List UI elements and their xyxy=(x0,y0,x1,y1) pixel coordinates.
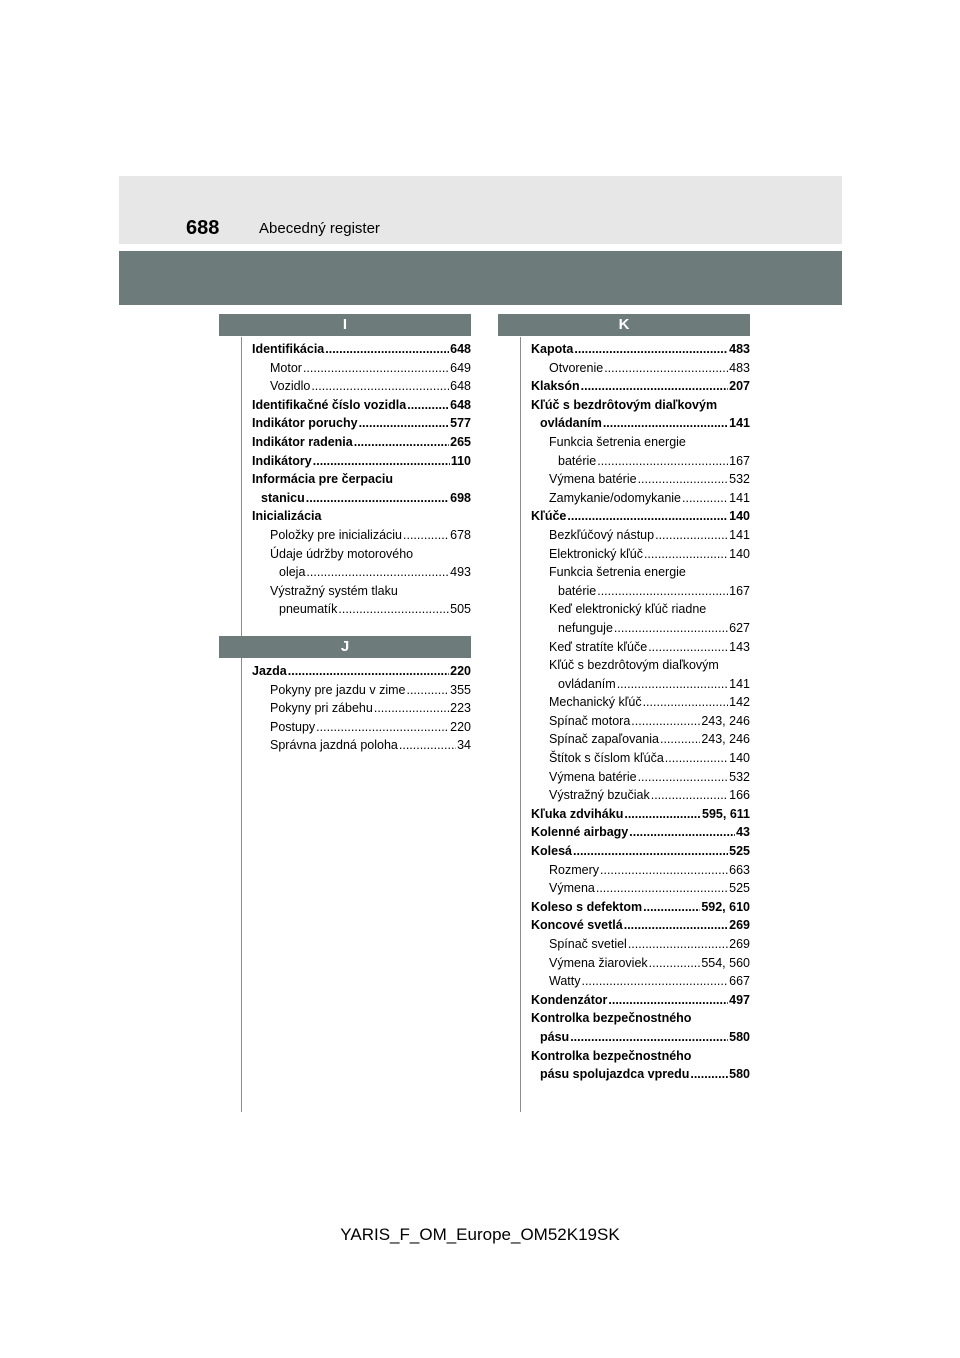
entry-term: Kondenzátor xyxy=(531,992,608,1007)
index-list-k xyxy=(531,340,750,1084)
index-entry xyxy=(531,619,750,638)
entry-page: 532 xyxy=(729,472,750,487)
index-entry xyxy=(531,823,750,842)
index-entry xyxy=(531,359,750,378)
index-entry: Kľúč s bezdrôtovým diaľkovým xyxy=(531,397,718,412)
index-entry xyxy=(531,414,750,433)
entry-term: Kolesá xyxy=(531,844,572,859)
entry-page: 43 xyxy=(736,825,750,840)
entry-page: 141 xyxy=(729,490,750,505)
entry-term: Koleso s defektom xyxy=(531,899,643,914)
index-entry xyxy=(531,582,750,601)
index-entry xyxy=(531,730,750,749)
entry-page: 592, 610 xyxy=(701,899,750,914)
header-bar xyxy=(119,176,842,244)
document-code: YARIS_F_OM_Europe_OM52K19SK xyxy=(340,1225,620,1244)
dot-leader xyxy=(690,1065,728,1084)
entry-page: 483 xyxy=(729,360,750,375)
entry-page: 505 xyxy=(450,602,471,617)
page-number: 688 xyxy=(186,217,220,239)
entry-page: 678 xyxy=(450,527,471,542)
dot-leader xyxy=(570,1028,728,1047)
index-entry xyxy=(531,786,750,805)
index-entry xyxy=(252,662,471,681)
entry-term: Výmena žiaroviek xyxy=(549,955,648,970)
dot-leader xyxy=(316,718,449,737)
dot-leader xyxy=(597,452,728,471)
entry-page: 143 xyxy=(729,639,750,654)
dot-leader xyxy=(574,340,728,359)
dot-leader xyxy=(288,662,449,681)
entry-page: 525 xyxy=(729,844,750,859)
index-entry xyxy=(531,1028,750,1047)
dot-leader xyxy=(573,842,728,861)
index-entry xyxy=(252,681,471,700)
entry-term: Zamykanie/odomykanie xyxy=(549,490,682,505)
index-list-j xyxy=(252,662,471,755)
dot-leader xyxy=(624,805,701,824)
entry-term: Postupy xyxy=(270,719,316,734)
entry-page: 140 xyxy=(729,509,750,524)
index-entry xyxy=(531,638,750,657)
index-entry: Informácia pre čerpaciu xyxy=(252,472,394,487)
entry-page: 667 xyxy=(729,974,750,989)
entry-term: oleja xyxy=(279,565,306,580)
dot-leader xyxy=(581,972,728,991)
entry-term: Výmena xyxy=(549,881,595,896)
dot-leader xyxy=(597,582,728,601)
entry-page: 554, 560 xyxy=(701,955,750,970)
entry-page: 166 xyxy=(729,788,750,803)
index-entry xyxy=(252,489,471,508)
entry-term: batérie xyxy=(558,453,597,468)
index-entry: Funkcia šetrenia energie xyxy=(549,565,686,580)
entry-term: nefunguje xyxy=(558,620,613,635)
entry-term: Výmena batérie xyxy=(549,769,637,784)
index-entry xyxy=(531,991,750,1010)
entry-term: Koncové svetlá xyxy=(531,918,623,933)
entry-page: 243, 246 xyxy=(701,713,750,728)
index-entry xyxy=(531,452,750,471)
dot-leader xyxy=(311,377,449,396)
index-entry xyxy=(531,842,750,861)
dot-leader xyxy=(665,749,728,768)
entry-term: Výstražný bzučiak xyxy=(549,788,650,803)
entry-term: Mechanický kľúč xyxy=(549,695,642,710)
entry-term: Otvorenie xyxy=(549,360,604,375)
entry-page: 649 xyxy=(450,360,471,375)
index-entry xyxy=(252,699,471,718)
dot-leader xyxy=(374,699,449,718)
index-entry: Kontrolka bezpečnostného xyxy=(531,1048,692,1063)
dot-leader xyxy=(649,954,701,973)
letter-heading-k: K xyxy=(498,314,750,336)
index-entry xyxy=(252,377,471,396)
entry-page: 243, 246 xyxy=(701,732,750,747)
entry-page: 580 xyxy=(729,1029,750,1044)
dot-leader xyxy=(359,414,450,433)
entry-page: 140 xyxy=(729,546,750,561)
index-entry xyxy=(531,916,750,935)
entry-term: Pokyny pri zábehu xyxy=(270,701,373,716)
index-entry xyxy=(531,972,750,991)
entry-term: Identifikačné číslo vozidla xyxy=(252,397,407,412)
dot-leader xyxy=(406,681,449,700)
index-entry xyxy=(531,693,750,712)
entry-term: pásu xyxy=(540,1029,570,1044)
entry-page: 580 xyxy=(729,1067,750,1082)
entry-page: 110 xyxy=(450,453,471,468)
dot-leader xyxy=(604,359,728,378)
dot-leader xyxy=(306,489,449,508)
entry-term: Bezkľúčový nástup xyxy=(549,527,655,542)
entry-page: 648 xyxy=(450,379,471,394)
entry-term: pneumatík xyxy=(279,602,338,617)
entry-term: Indikátory xyxy=(252,453,312,468)
entry-term: Kolenné airbagy xyxy=(531,825,629,840)
index-entry xyxy=(531,712,750,731)
entry-page: 140 xyxy=(729,751,750,766)
index-entry xyxy=(531,1065,750,1084)
entry-page: 355 xyxy=(450,682,471,697)
dot-leader xyxy=(660,730,700,749)
entry-page: 483 xyxy=(729,342,750,356)
index-entry xyxy=(531,675,750,694)
dot-leader xyxy=(629,823,735,842)
entry-page: 223 xyxy=(450,701,471,716)
dot-leader xyxy=(303,359,449,378)
dot-leader xyxy=(325,340,449,359)
index-entry xyxy=(252,452,471,471)
dot-leader xyxy=(354,433,449,452)
dot-leader xyxy=(682,489,728,508)
dot-leader xyxy=(581,377,729,396)
dot-leader xyxy=(651,786,728,805)
index-entry xyxy=(252,718,471,737)
entry-term: pásu spolujazdca vpredu xyxy=(540,1067,690,1082)
entry-term: ovládaním xyxy=(558,676,616,691)
dot-leader xyxy=(603,414,728,433)
index-entry xyxy=(531,526,750,545)
entry-page: 142 xyxy=(729,695,750,710)
entry-term: Klaksón xyxy=(531,379,580,394)
dot-leader xyxy=(306,563,449,582)
dot-leader xyxy=(600,861,728,880)
index-entry xyxy=(531,340,750,359)
entry-page: 698 xyxy=(450,490,471,505)
entry-page: 167 xyxy=(729,453,750,468)
index-entry xyxy=(531,507,750,526)
entry-term: Jazda xyxy=(252,664,287,678)
entry-term: Keď stratíte kľúče xyxy=(549,639,648,654)
index-entry xyxy=(531,749,750,768)
index-entry xyxy=(531,545,750,564)
entry-page: 207 xyxy=(729,379,750,394)
index-entry xyxy=(252,396,471,415)
index-entry xyxy=(252,340,471,359)
index-entry xyxy=(252,600,471,619)
entry-page: 525 xyxy=(729,881,750,896)
index-entry xyxy=(252,563,471,582)
entry-page: 34 xyxy=(457,738,471,753)
index-entry: Kontrolka bezpečnostného xyxy=(531,1011,692,1026)
entry-page: 595, 611 xyxy=(702,806,750,821)
entry-page: 269 xyxy=(729,918,750,933)
entry-term: Spínač svetiel xyxy=(549,937,627,951)
entry-term: Elektronický kľúč xyxy=(549,546,643,561)
letter-heading-i: I xyxy=(219,314,471,336)
entry-page: 220 xyxy=(450,719,471,734)
entry-page: 648 xyxy=(450,397,471,412)
entry-page: 532 xyxy=(729,769,750,784)
index-entry xyxy=(531,861,750,880)
letter-heading-j: J xyxy=(219,636,471,658)
entry-term: Indikátor radenia xyxy=(252,434,353,449)
index-entry xyxy=(531,768,750,787)
entry-term: Výmena batérie xyxy=(549,472,637,487)
index-entry xyxy=(531,954,750,973)
entry-page: 141 xyxy=(729,676,750,691)
entry-term: Správna jazdná poloha xyxy=(270,738,398,753)
index-list-i xyxy=(252,340,471,619)
entry-page: 141 xyxy=(729,416,750,431)
dot-leader xyxy=(624,916,728,935)
dot-leader xyxy=(628,935,728,954)
dot-leader xyxy=(631,712,700,731)
entry-term: Rozmery xyxy=(549,862,600,877)
entry-page: 265 xyxy=(450,434,471,449)
entry-term: stanicu xyxy=(261,490,305,505)
index-entry xyxy=(531,805,750,824)
index-entry xyxy=(531,489,750,508)
dot-leader xyxy=(403,526,449,545)
index-entry: Údaje údržby motorového xyxy=(270,546,414,561)
entry-term: Štítok s číslom kľúča xyxy=(549,751,664,766)
entry-term: Watty xyxy=(549,974,581,989)
index-entry: Výstražný systém tlaku xyxy=(270,583,398,598)
index-entry xyxy=(531,935,750,954)
entry-term: ovládaním xyxy=(540,416,602,431)
entry-term: Kľúče xyxy=(531,509,567,524)
entry-page: 497 xyxy=(729,992,750,1007)
dot-leader xyxy=(596,879,728,898)
entry-term: Kapota xyxy=(531,342,574,356)
entry-term: Indikátor poruchy xyxy=(252,416,358,431)
section-title: Abecedný register xyxy=(259,220,380,237)
index-entry xyxy=(252,433,471,452)
dot-leader xyxy=(399,736,456,755)
index-entry xyxy=(252,736,471,755)
index-entry xyxy=(531,377,750,396)
index-entry: Inicializácia xyxy=(252,509,322,524)
index-entry xyxy=(531,470,750,489)
entry-page: 663 xyxy=(729,862,750,877)
index-entry xyxy=(531,898,750,917)
entry-page: 220 xyxy=(450,664,471,678)
dot-leader xyxy=(643,693,729,712)
index-entry xyxy=(252,526,471,545)
column-divider-left xyxy=(241,337,242,1112)
dot-leader xyxy=(614,619,728,638)
entry-page: 648 xyxy=(450,342,471,356)
entry-term: Spínač zapaľovania xyxy=(549,732,659,747)
entry-term: Položky pre inicializáciu xyxy=(270,527,403,542)
entry-page: 269 xyxy=(729,937,750,951)
dot-leader xyxy=(313,452,450,471)
dot-leader xyxy=(407,396,449,415)
index-entry xyxy=(531,879,750,898)
entry-term: Vozidlo xyxy=(270,379,311,394)
entry-term: Identifikácia xyxy=(252,342,325,356)
entry-term: batérie xyxy=(558,583,597,598)
entry-term: Spínač motora xyxy=(549,713,631,728)
dot-leader xyxy=(644,545,728,564)
dot-leader xyxy=(567,507,728,526)
entry-page: 493 xyxy=(450,565,471,580)
dot-leader xyxy=(338,600,449,619)
entry-term: Kľuka zdviháku xyxy=(531,806,624,821)
entry-page: 577 xyxy=(450,416,471,431)
index-entry xyxy=(252,359,471,378)
entry-term: Motor xyxy=(270,360,302,375)
index-entry xyxy=(252,414,471,433)
entry-term: Pokyny pre jazdu v zime xyxy=(270,682,406,697)
dot-leader xyxy=(648,638,728,657)
index-entry: Keď elektronický kľúč riadne xyxy=(549,602,707,617)
dot-leader xyxy=(655,526,728,545)
entry-page: 167 xyxy=(729,583,750,598)
dot-leader xyxy=(617,675,728,694)
entry-page: 627 xyxy=(729,620,750,635)
dot-leader xyxy=(638,768,729,787)
dot-leader xyxy=(643,898,700,917)
entry-page: 141 xyxy=(729,527,750,542)
index-entry: Kľúč s bezdrôtovým diaľkovým xyxy=(549,658,719,673)
dot-leader xyxy=(638,470,729,489)
index-entry: Funkcia šetrenia energie xyxy=(549,434,686,449)
header-band xyxy=(119,251,842,305)
column-divider-right xyxy=(520,337,521,1112)
dot-leader xyxy=(608,991,728,1010)
